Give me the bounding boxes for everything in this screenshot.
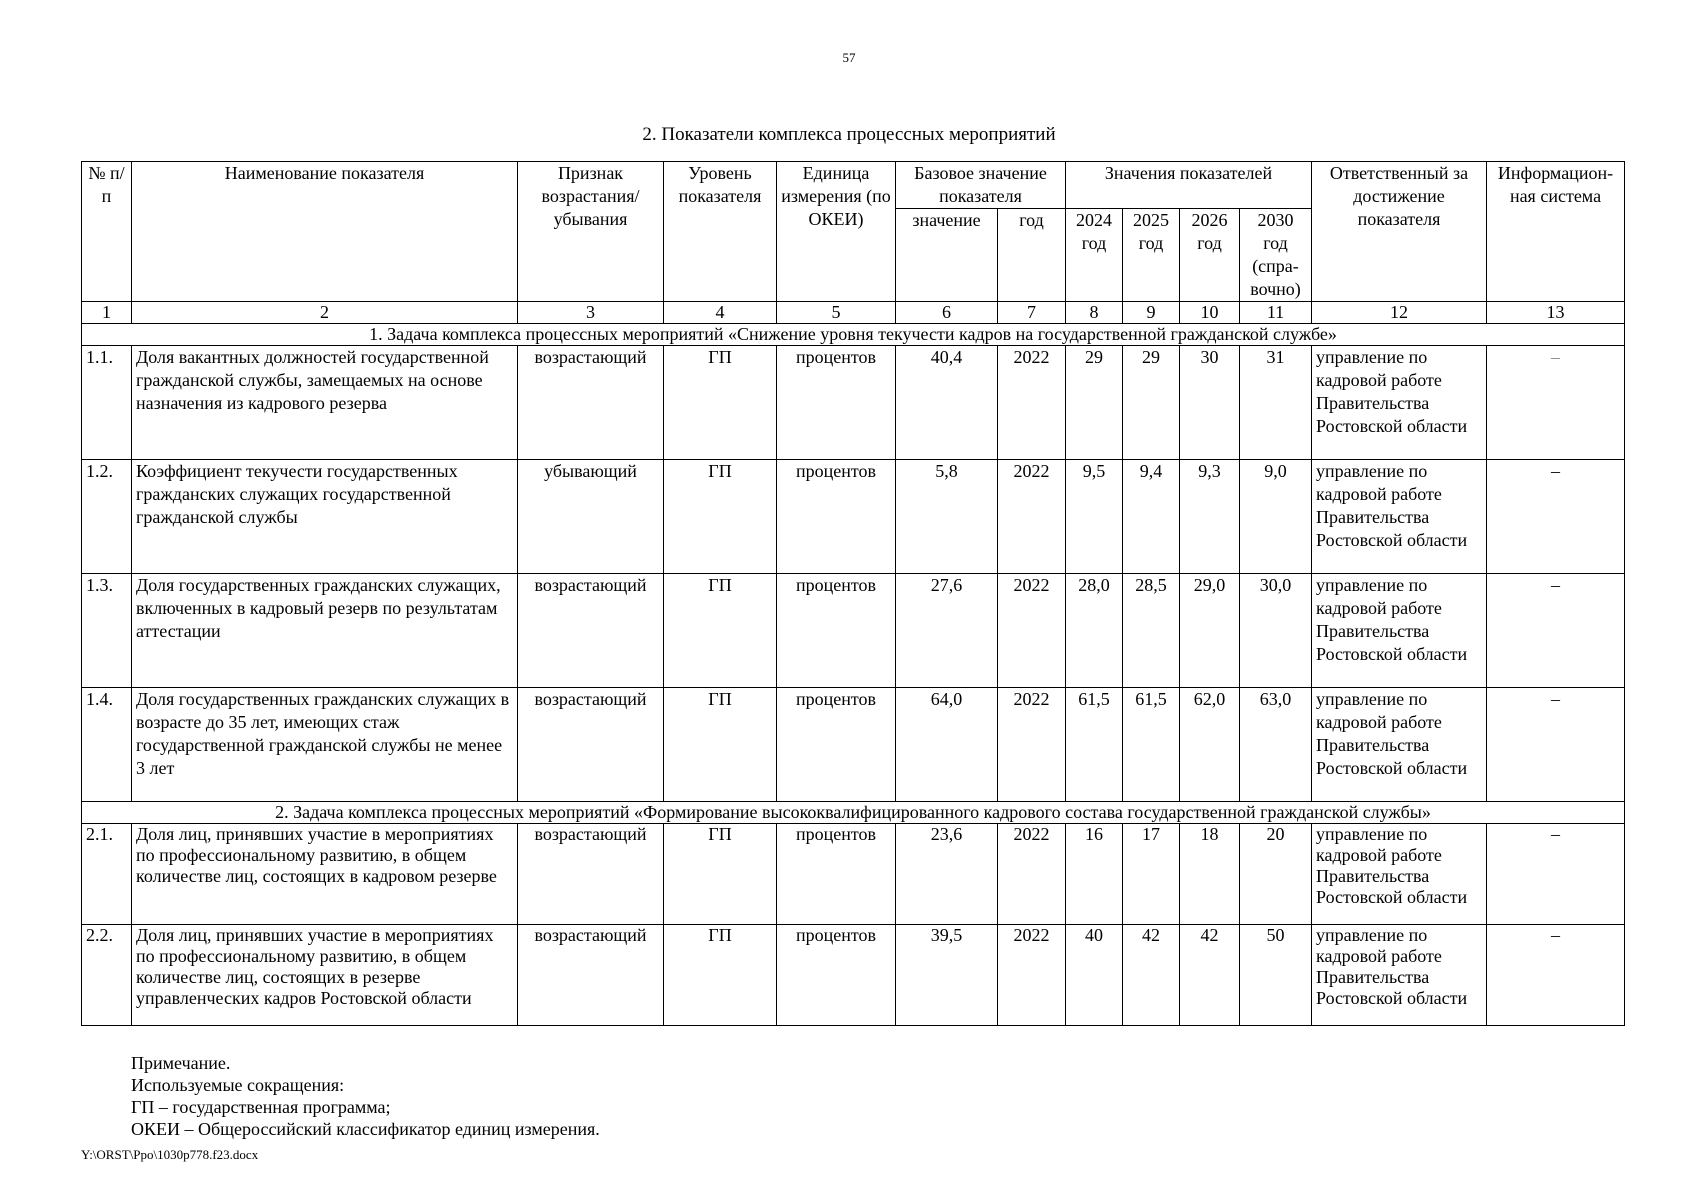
header-num: № п/п xyxy=(82,162,132,302)
header-row-1 xyxy=(82,162,1625,209)
value-2030: 50 xyxy=(1240,925,1312,1026)
value-2030: 9,0 xyxy=(1240,460,1312,574)
value-2026: 9,3 xyxy=(1180,460,1240,574)
unit: процентов xyxy=(777,460,896,574)
indicator-name: Доля государственных гражданских служащих в возрасте до 35 лет, имеющих стаж государственной гражданской службы не менее 3 лет xyxy=(132,688,518,802)
row-num: 2.1. xyxy=(82,824,132,925)
info-system: – xyxy=(1487,824,1625,925)
responsible: управление по кадровой работе Правительства Ростовской области xyxy=(1312,574,1487,688)
column-number: 3 xyxy=(518,302,664,324)
table-row xyxy=(82,925,1625,1026)
row-num: 1.1. xyxy=(82,346,132,460)
unit: процентов xyxy=(777,574,896,688)
header-values: Значения показателей xyxy=(1066,162,1312,209)
base-year: 2022 xyxy=(998,346,1066,460)
abbreviation-gp: ГП – государственная программа; xyxy=(131,1097,391,1117)
unit: процентов xyxy=(777,346,896,460)
abbreviation-okei: ОКЕИ – Общероссийский классификатор единиц измерения. xyxy=(131,1119,600,1139)
column-number: 9 xyxy=(1123,302,1180,324)
column-number: 13 xyxy=(1487,302,1625,324)
value-2024: 16 xyxy=(1066,824,1123,925)
column-number: 5 xyxy=(777,302,896,324)
level: ГП xyxy=(664,925,777,1026)
indicator-name: Доля государственных гражданских служащих, включенных в кадровый резерв по результатам аттестации xyxy=(132,574,518,688)
trend: возрастающий xyxy=(518,925,664,1026)
value-2024: 9,5 xyxy=(1066,460,1123,574)
value-2030: 63,0 xyxy=(1240,688,1312,802)
unit: процентов xyxy=(777,925,896,1026)
value-2024: 29 xyxy=(1066,346,1123,460)
header-base-value: значение xyxy=(896,209,998,302)
notes-heading: Примечание. xyxy=(131,1053,231,1073)
header-base-year: год xyxy=(998,209,1066,302)
level: ГП xyxy=(664,460,777,574)
column-number: 10 xyxy=(1180,302,1240,324)
header-info-system: Информацион-ная система xyxy=(1487,162,1625,302)
value-2026: 30 xyxy=(1180,346,1240,460)
base-year: 2022 xyxy=(998,460,1066,574)
column-number: 7 xyxy=(998,302,1066,324)
base-value: 23,6 xyxy=(896,824,998,925)
base-year: 2022 xyxy=(998,925,1066,1026)
column-number: 12 xyxy=(1312,302,1487,324)
header-base: Базовое значение показателя xyxy=(896,162,1066,209)
header-name: Наименование показателя xyxy=(132,162,518,302)
indicator-name: Доля вакантных должностей государственной гражданской службы, замещаемых на основе назначения из кадрового резерва xyxy=(132,346,518,460)
abbreviations-title: Используемые сокращения: xyxy=(131,1075,345,1095)
unit: процентов xyxy=(777,824,896,925)
indicator-name: Доля лиц, принявших участие в мероприятиях по профессиональному развитию, в общем количестве лиц, состоящих в кадровом резерве xyxy=(132,824,518,925)
level: ГП xyxy=(664,824,777,925)
base-value: 5,8 xyxy=(896,460,998,574)
header-2026: 2026 год xyxy=(1180,209,1240,302)
base-year: 2022 xyxy=(998,824,1066,925)
table-row xyxy=(82,824,1625,925)
value-2026: 42 xyxy=(1180,925,1240,1026)
trend: возрастающий xyxy=(518,574,664,688)
value-2030: 20 xyxy=(1240,824,1312,925)
row-num: 1.3. xyxy=(82,574,132,688)
value-2030: 31 xyxy=(1240,346,1312,460)
base-year: 2022 xyxy=(998,688,1066,802)
level: ГП xyxy=(664,574,777,688)
base-value: 40,4 xyxy=(896,346,998,460)
document-title: 2. Показатели комплекса процессных мероприятий xyxy=(642,124,1056,145)
trend: возрастающий xyxy=(518,346,664,460)
value-2024: 28,0 xyxy=(1066,574,1123,688)
base-year: 2022 xyxy=(998,574,1066,688)
column-number-row xyxy=(82,302,1625,324)
notes-block xyxy=(131,1052,600,1140)
info-system: – xyxy=(1487,346,1625,460)
header-level: Уровень показателя xyxy=(664,162,777,302)
header-2024: 2024 год xyxy=(1066,209,1123,302)
column-number: 8 xyxy=(1066,302,1123,324)
row-num: 2.2. xyxy=(82,925,132,1026)
header-responsible: Ответственный за достижение показателя xyxy=(1312,162,1487,302)
value-2026: 29,0 xyxy=(1180,574,1240,688)
value-2025: 9,4 xyxy=(1123,460,1180,574)
value-2025: 28,5 xyxy=(1123,574,1180,688)
column-number: 1 xyxy=(82,302,132,324)
task-title: 1. Задача комплекса процессных мероприятий «Снижение уровня текучести кадров на государственной гражданской службе» xyxy=(82,324,1625,346)
responsible: управление по кадровой работе Правительства Ростовской области xyxy=(1312,688,1487,802)
base-value: 27,6 xyxy=(896,574,998,688)
column-number: 6 xyxy=(896,302,998,324)
page-number: 57 xyxy=(842,50,856,65)
value-2025: 42 xyxy=(1123,925,1180,1026)
responsible: управление по кадровой работе Правительства Ростовской области xyxy=(1312,925,1487,1026)
value-2030: 30,0 xyxy=(1240,574,1312,688)
trend: возрастающий xyxy=(518,824,664,925)
row-num: 1.4. xyxy=(82,688,132,802)
value-2025: 29 xyxy=(1123,346,1180,460)
column-number: 11 xyxy=(1240,302,1312,324)
header-unit: Единица измерения (по ОКЕИ) xyxy=(777,162,896,302)
trend: возрастающий xyxy=(518,688,664,802)
column-number: 4 xyxy=(664,302,777,324)
value-2026: 18 xyxy=(1180,824,1240,925)
column-number: 2 xyxy=(132,302,518,324)
table-row xyxy=(82,346,1625,460)
value-2024: 40 xyxy=(1066,925,1123,1026)
value-2024: 61,5 xyxy=(1066,688,1123,802)
responsible: управление по кадровой работе Правительства Ростовской области xyxy=(1312,824,1487,925)
level: ГП xyxy=(664,346,777,460)
info-system: – xyxy=(1487,688,1625,802)
header-trend: Признак возрастания/ убывания xyxy=(518,162,664,302)
value-2025: 17 xyxy=(1123,824,1180,925)
unit: процентов xyxy=(777,688,896,802)
info-system: – xyxy=(1487,460,1625,574)
value-2026: 62,0 xyxy=(1180,688,1240,802)
row-num: 1.2. xyxy=(82,460,132,574)
value-2025: 61,5 xyxy=(1123,688,1180,802)
trend: убывающий xyxy=(518,460,664,574)
responsible: управление по кадровой работе Правительства Ростовской области xyxy=(1312,460,1487,574)
task-row xyxy=(82,802,1625,824)
indicator-name: Доля лиц, принявших участие в мероприятиях по профессиональному развитию, в общем количестве лиц, состоящих в резерве управленческих кадров Ростовской области xyxy=(132,925,518,1026)
table-row xyxy=(82,688,1625,802)
base-value: 64,0 xyxy=(896,688,998,802)
indicator-name: Коэффициент текучести государственных гражданских служащих государственной гражданской службы xyxy=(132,460,518,574)
table-row xyxy=(82,460,1625,574)
header-2025: 2025 год xyxy=(1123,209,1180,302)
indicators-table xyxy=(81,161,1625,1026)
table-row xyxy=(82,574,1625,688)
responsible: управление по кадровой работе Правительства Ростовской области xyxy=(1312,346,1487,460)
file-path: Y:\ORST\Ppo\1030p778.f23.docx xyxy=(81,1147,259,1162)
info-system: – xyxy=(1487,574,1625,688)
header-2030: 2030 год (спра-вочно) xyxy=(1240,209,1312,302)
info-system: – xyxy=(1487,925,1625,1026)
task-row xyxy=(82,324,1625,346)
level: ГП xyxy=(664,688,777,802)
task-title: 2. Задача комплекса процессных мероприятий «Формирование высококвалифицированного кадрового состава государственной гражданской службы» xyxy=(82,802,1625,824)
base-value: 39,5 xyxy=(896,925,998,1026)
